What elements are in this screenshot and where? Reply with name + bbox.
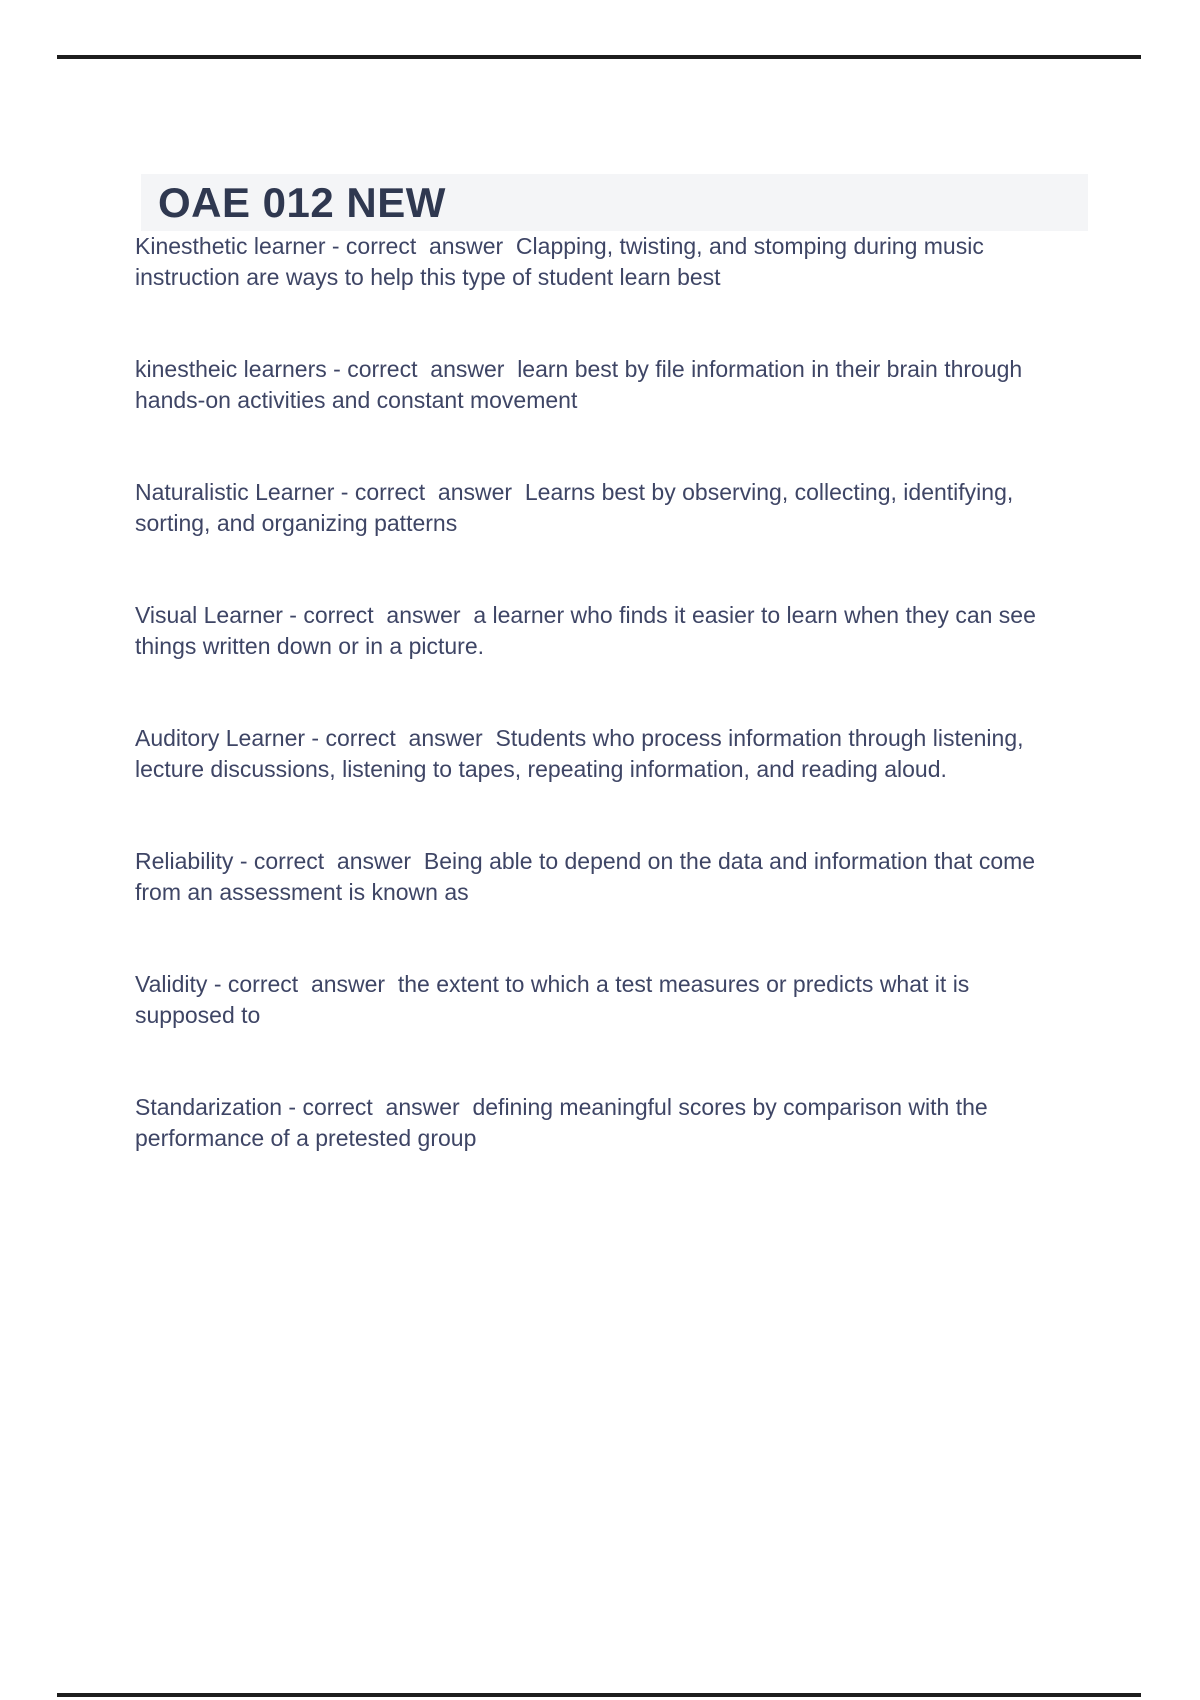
qa-paragraph: Naturalistic Learner - correct answer Learns best by observing, collecting, identifying, sorting, and organizing patterns [135, 479, 1020, 536]
bottom-horizontal-rule [57, 1693, 1141, 1697]
qa-paragraph: Standarization - correct answer defining meaningful scores by comparison with the performance of a pretested group [135, 1094, 995, 1151]
qa-paragraph: Visual Learner - correct answer a learner who finds it easier to learn when they can see things written down or in a picture. [135, 602, 1043, 659]
page-title: OAE 012 NEW [141, 174, 1088, 231]
top-horizontal-rule [57, 55, 1141, 59]
qa-paragraph: Kinesthetic learner - correct answer Clapping, twisting, and stomping during music instruction are ways to help this type of student learn best [135, 233, 991, 290]
qa-paragraph: Reliability - correct answer Being able to depend on the data and information that come from an assessment is known as [135, 848, 1042, 905]
qa-list [135, 231, 1070, 1215]
qa-paragraph: Validity - correct answer the extent to which a test measures or predicts what it is supposed to [135, 971, 976, 1028]
qa-paragraph: kinestheic learners - correct answer learn best by file information in their brain through hands-on activities and constant movement [135, 356, 1029, 413]
qa-paragraph: Auditory Learner - correct answer Students who process information through listening, lecture discussions, listening to tapes, repeating information, and reading aloud. [135, 725, 1030, 782]
